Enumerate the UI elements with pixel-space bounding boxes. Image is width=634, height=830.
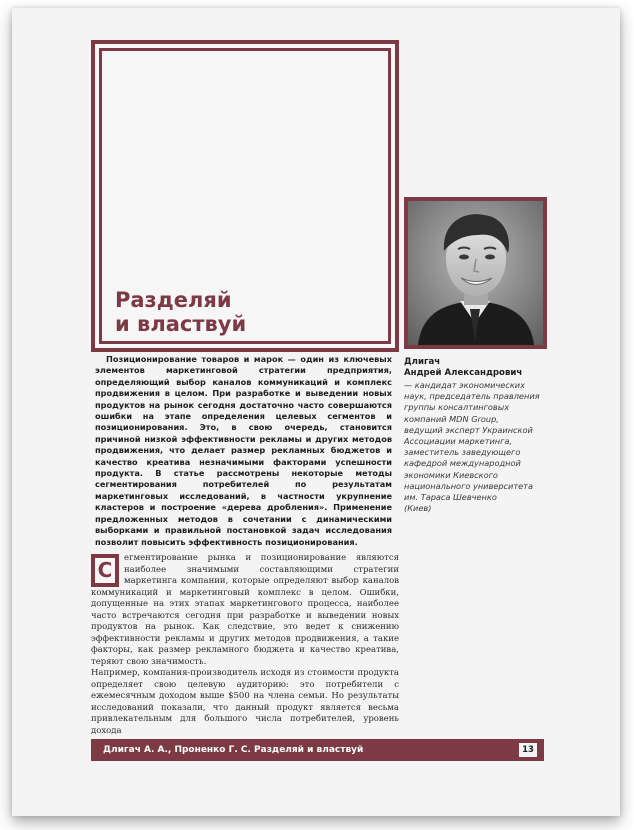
body-paragraph-1-text: егментирование рынка и позиционирование являются наиболее значимыми составляющими стратегии маркетинга компании, которые определяют выбор каналов коммуникаций и маркетинговый комплекс в целом. Ошибки, допущенные на этих этапах маркетингового процесса, наиболее часто встречаются сегодня при разработке и выведении новых продуктов на рынок. Как следствие, это ведет к снижению эффективности рекламы и других методов продвижения, а такие факторы, как размер рекламного бюджета и качество креатива, теряют свою значимость.	[91, 553, 399, 667]
author-portrait-image	[408, 201, 543, 345]
body-paragraph-2: Например, компания-производитель исходя из стоимости продукта определяет свою целевую аудиторию: это потребители с ежемесячным доходом выше $500 на члена семьи. Но результаты исследований показали, что данный продукт является весьма привлекательным для большого числа потребителей, уровень дохода	[91, 668, 399, 736]
author-bio-line: экономики Киевского	[404, 469, 498, 480]
title-line-1: Разделяй	[115, 288, 232, 312]
dropcap	[91, 554, 119, 587]
article-abstract: Позиционирование товаров и марок — один из ключевых элементов маркетинговой стратегии предприятия, определяющий выбор каналов коммуникаций и комплекс продвижения в целом. При разработке и выведении новых продуктов на рынок сегодня достаточно часто совершаются ошибки на этапе определения целевых сегментов и позиционирования. Это, в свою очередь, становится причиной низкой эффективности рекламы и других методов продвижения, что делает размер рекламных бюджетов и качество креатива незначимыми факторами успешности продукта. В статье рассмотрены некоторые методы сегментирования потребителей по результатам маркетинговых исследований, в частности укрупнение кластеров и построение «дерева дробления». Применение предложенных методов в сочетании с динамическими выборками и правильной постановкой задач исследования позволит повысить эффективность позиционирования.	[95, 354, 392, 547]
author-bio-line: компаний MDN Group,	[404, 413, 499, 424]
article-body	[91, 553, 399, 737]
author-bio-line: заместитель заведующего	[404, 447, 521, 458]
author-bio	[404, 380, 554, 514]
author-photo	[408, 201, 543, 345]
footer-bar	[91, 739, 544, 761]
author-surname: Длигач	[404, 357, 441, 367]
author-bio-line: Ассоциации маркетинга,	[404, 436, 513, 447]
author-bio-line: (Киев)	[404, 503, 432, 514]
author-name	[404, 357, 554, 379]
author-bio-line: национального университета	[404, 480, 533, 491]
author-bio-line: группы консалтинговых	[404, 402, 510, 413]
author-bio-line: ведущий эксперт Украинской	[404, 424, 533, 435]
page-number: 13	[518, 742, 538, 758]
body-paragraph-1	[91, 553, 399, 668]
author-photo-frame	[404, 197, 547, 349]
author-given-names: Андрей Александрович	[404, 368, 523, 378]
title-line-2: и властвуй	[115, 312, 247, 336]
footer-citation: Длигач А. А., Проненко Г. С. Разделяй и властвуй	[103, 745, 364, 755]
author-bio-line: кафедрой международной	[404, 458, 521, 469]
author-bio-line: им. Тараса Шевченко	[404, 492, 497, 503]
title-frame	[91, 40, 399, 352]
magazine-page	[12, 8, 620, 816]
dropcap-letter: С	[94, 557, 116, 584]
author-bio-line: наук, председатель правления	[404, 391, 540, 402]
author-bio-line: — кандидат экономических	[404, 380, 525, 390]
article-title	[115, 288, 246, 336]
